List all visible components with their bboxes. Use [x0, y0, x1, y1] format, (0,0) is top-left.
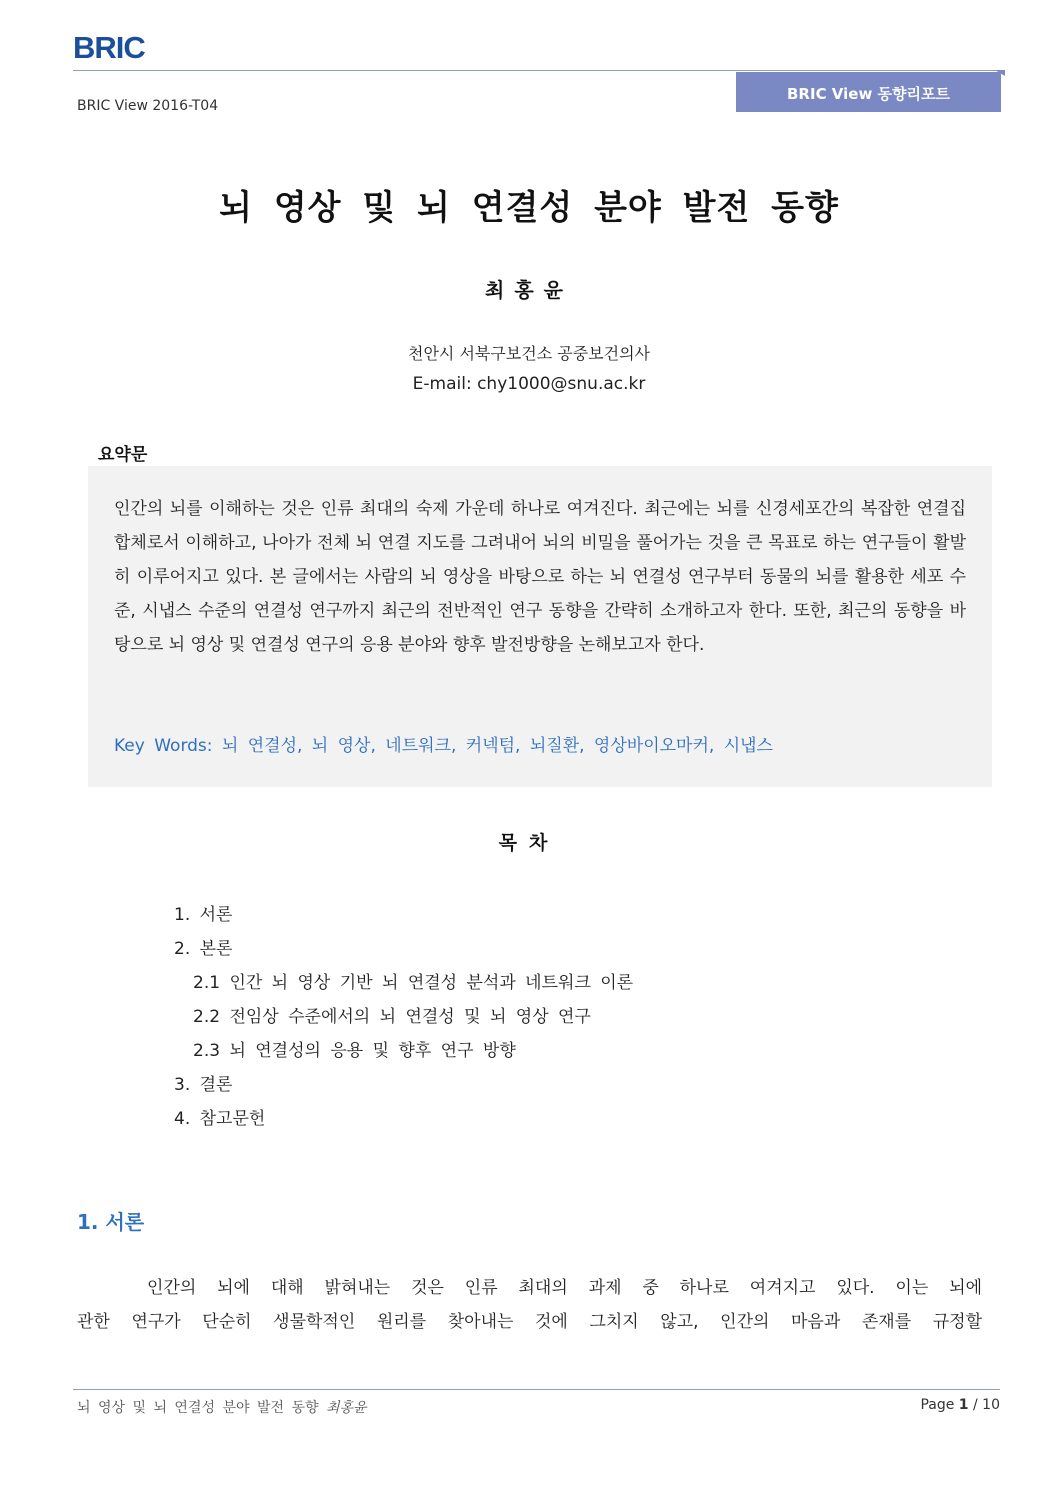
toc-item: 3. 결론	[174, 1075, 233, 1095]
toc-item: 2.2 전임상 수준에서의 뇌 연결성 및 뇌 영상 연구	[193, 1007, 591, 1027]
page-label: Page	[920, 1397, 955, 1413]
toc-heading: 목차	[498, 832, 560, 854]
body-text-line: 관한 연구가 단순히 생물학적인 원리를 찾아내는 것에 그치지 않고, 인간의 마음과 존재를 규정할	[77, 1312, 982, 1332]
banner-notch	[995, 70, 1005, 76]
footer-document-title: 뇌 영상 및 뇌 연결성 분야 발전 동향	[77, 1400, 319, 1416]
document-title: 뇌 영상 및 뇌 연결성 분야 발전 동향	[219, 188, 839, 228]
section-heading: 1. 서론	[77, 1210, 145, 1234]
body-text-line: 인간의 뇌에 대해 밝혀내는 것은 인류 최대의 과제 중 하나로 여겨지고 있다. 이는 뇌에	[147, 1278, 982, 1298]
author-affiliation: 천안시 서북구보건소 공중보건의사	[407, 344, 650, 363]
page-separator: /	[973, 1397, 978, 1413]
keywords: Key Words: 뇌 연결성, 뇌 영상, 네트워크, 커넥텀, 뇌질환, 영상바이오마커, 시냅스	[114, 736, 773, 756]
toc-item: 1. 서론	[174, 905, 233, 925]
toc-item: 2. 본론	[174, 939, 233, 959]
abstract-text: 인간의 뇌를 이해하는 것은 인류 최대의 숙제 가운데 하나로 여겨진다. 최근에는 뇌를 신경세포간의 복잡한 연결집합체로서 이해하고, 나아가 전체 뇌 연결 지도를 그려내어 뇌의 비밀을 풀어가는 것을 큰 목표로 하는 연구들이 활발히 이루어지고 있다. 본 글에서는 사람의 뇌 영상을 바탕으로 하는 뇌 연결성 연구부터 동물의 뇌를 활용한 세포 수준, 시냅스 수준의 연결성 연구까지 최근의 전반적인 연구 동향을 간략히 소개하고자 한다. 또한, 최근의 동향을 바탕으로 뇌 영상 및 연결성 연구의 응용 분야와 향후 발전방향을 논해보고자 한다.	[114, 499, 966, 655]
author-email: E-mail: chy1000@snu.ac.kr	[412, 374, 646, 394]
page-number	[920, 1397, 1000, 1413]
page-total: 10	[982, 1397, 1000, 1413]
report-code: BRIC View 2016-T04	[77, 98, 219, 114]
page-current: 1	[958, 1397, 969, 1413]
bric-logo: BRIC	[73, 30, 145, 65]
footer-author: 최홍윤	[325, 1400, 367, 1416]
author-name: 최홍윤	[485, 278, 573, 302]
toc-item: 2.1 인간 뇌 영상 기반 뇌 연결성 분석과 네트워크 이론	[193, 973, 634, 993]
abstract-heading: 요약문	[98, 445, 148, 465]
footer-title	[77, 1397, 367, 1417]
report-type-banner: BRIC View 동향리포트	[736, 72, 1001, 112]
toc-item: 2.3 뇌 연결성의 응용 및 향후 연구 방향	[193, 1041, 516, 1061]
header-divider	[73, 70, 1000, 71]
footer-divider	[73, 1389, 1000, 1390]
toc-item: 4. 참고문헌	[174, 1109, 266, 1129]
